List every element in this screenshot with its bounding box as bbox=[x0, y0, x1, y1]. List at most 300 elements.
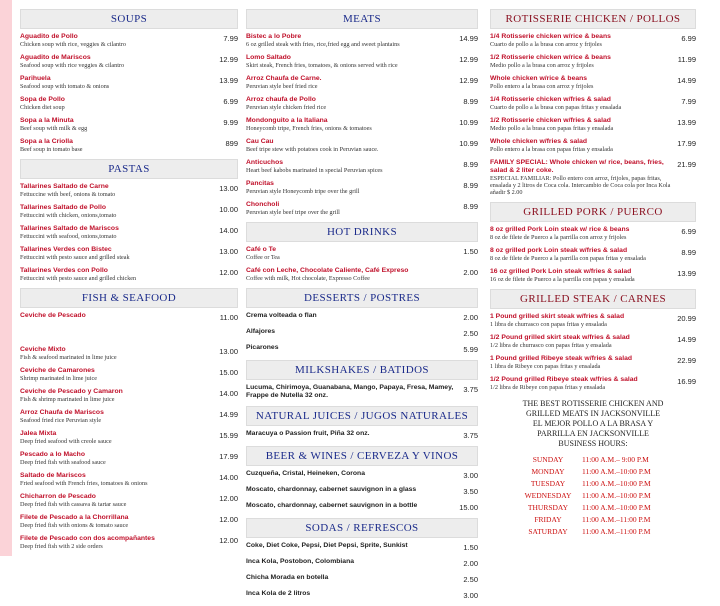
menu-item-price: 8.99 bbox=[463, 97, 478, 106]
menu-item-text bbox=[20, 267, 219, 282]
menu-item bbox=[20, 451, 238, 466]
menu-item-name: Inca Kola de 2 litros bbox=[246, 590, 311, 597]
menu-item-price: 1.50 bbox=[463, 247, 478, 256]
menu-item-name: Tallarines Verdes con Bistec bbox=[20, 246, 112, 253]
section-title: MILKSHAKES / BATIDOS bbox=[246, 360, 478, 380]
hours-time: 11:00 A.M.–10:00 P.M bbox=[582, 503, 651, 512]
section-title: DESSERTS / POSTRES bbox=[246, 288, 478, 308]
menu-item-description: Pollo entero a la brasa con arroz y frijoles bbox=[490, 83, 594, 90]
column-middle bbox=[246, 6, 478, 606]
menu-item-text bbox=[246, 590, 463, 598]
menu-item-text bbox=[20, 312, 220, 320]
menu-section bbox=[246, 9, 478, 216]
menu-item-name: 1/2 Pound grilled Ribeye steak w/fries & salad bbox=[490, 376, 638, 383]
hours-day: SATURDAY bbox=[528, 527, 568, 536]
menu-item-name: Ceviche de Camarones bbox=[20, 367, 95, 374]
menu-item-text bbox=[20, 204, 219, 219]
menu-item-description: Seafood soup with tomato & onions bbox=[20, 83, 110, 90]
menu-item-text bbox=[490, 54, 678, 69]
menu-item bbox=[490, 226, 696, 241]
menu-section bbox=[490, 202, 696, 283]
menu-item-price: 2.50 bbox=[463, 329, 478, 338]
menu-item-text bbox=[490, 247, 681, 262]
spacer bbox=[20, 328, 238, 346]
menu-item-text bbox=[490, 33, 681, 48]
menu-item bbox=[246, 159, 478, 174]
menu-item-text bbox=[246, 246, 463, 261]
menu-item-text bbox=[246, 574, 463, 582]
menu-item-description: 8 oz de filete de Puerco a la parrilla con arroz y frijoles bbox=[490, 234, 627, 241]
menu-item-text bbox=[246, 267, 463, 282]
menu-item bbox=[20, 346, 238, 361]
hours-time: 11:00 A.M.– 9:00 P.M bbox=[582, 455, 649, 464]
menu-item-name: 1/4 Rotisserie chicken w/fries & salad bbox=[490, 96, 611, 103]
hours-time: 11:00 A.M.–10:00 P.M bbox=[582, 467, 651, 476]
menu-item-text bbox=[490, 226, 681, 241]
hours-row bbox=[490, 454, 696, 466]
menu-item-text bbox=[490, 117, 677, 132]
menu-item-description: Skirt steak, French fries, tomatoes, & onions served with rice bbox=[246, 62, 398, 69]
menu-item-name: Tallarines Saltado de Pollo bbox=[20, 204, 106, 211]
menu-item-description: Medio pollo a la brasa con arroz y frijoles bbox=[490, 62, 594, 69]
menu-item-name: Whole chicken w/fries & salad bbox=[490, 138, 588, 145]
menu-item bbox=[246, 328, 478, 338]
menu-section bbox=[20, 159, 238, 282]
menu-item bbox=[490, 376, 696, 391]
menu-item-description: Pollo entero a la brasa con papas fritas y ensalada bbox=[490, 146, 613, 153]
menu-item bbox=[20, 535, 238, 550]
menu-item-price: 12.99 bbox=[459, 76, 478, 85]
menu-item-description: Fried seafood with French fries, tomatoes & onions bbox=[20, 480, 148, 487]
hours-day: TUESDAY bbox=[530, 479, 566, 488]
menu-item bbox=[246, 344, 478, 354]
hours-time: 11:00 A.M.–10:00 P.M bbox=[582, 491, 651, 500]
menu-item-price: 10.00 bbox=[219, 205, 238, 214]
menu-item-description: Seafood soup with rice veggies & cilantro bbox=[20, 62, 125, 69]
menu-item-name: Aguadito de Mariscos bbox=[20, 54, 91, 61]
menu-item bbox=[490, 54, 696, 69]
menu-item-price: 3.00 bbox=[463, 471, 478, 480]
menu-item-text bbox=[20, 138, 225, 153]
menu-item-name: Cuzqueña, Cristal, Heineken, Corona bbox=[246, 470, 365, 477]
menu-section bbox=[246, 222, 478, 282]
menu-item-text bbox=[20, 225, 219, 240]
business-info bbox=[490, 399, 696, 449]
menu-item-price: 1.50 bbox=[463, 543, 478, 552]
section-title: MEATS bbox=[246, 9, 478, 29]
info-line-4: PARRILLA EN JACKSONVILLE bbox=[537, 429, 649, 438]
menu-item-description: Deep fried fish with 2 side orders bbox=[20, 543, 103, 550]
section-title: NATURAL JUICES / JUGOS NATURALES bbox=[246, 406, 478, 426]
menu-item-name: Jalea Mixta bbox=[20, 430, 57, 437]
menu-item-text bbox=[20, 117, 223, 132]
menu-item-price: 16.99 bbox=[677, 377, 696, 386]
menu-item-name: Cau Cau bbox=[246, 138, 274, 145]
hours-row bbox=[490, 502, 696, 514]
column-left bbox=[20, 6, 238, 556]
menu-item-name: 1/4 Rotisserie chicken w/rice & beans bbox=[490, 33, 611, 40]
section-title: FISH & SEAFOOD bbox=[20, 288, 238, 308]
menu-item-description: ESPECIAL FAMILIAR: Pollo entero con arroz, frijoles, papas fritas, ensalada y 2 litros de Coca cola. Intercambio de Coca cola por Inca Kola añadir $ 2.00 bbox=[490, 175, 671, 196]
section-title: PASTAS bbox=[20, 159, 238, 179]
menu-item-description: Beef soup in tomato base bbox=[20, 146, 83, 153]
menu-item-text bbox=[20, 246, 219, 261]
menu-item bbox=[20, 312, 238, 322]
menu-item-text bbox=[246, 180, 463, 195]
menu-item-text bbox=[246, 470, 463, 478]
menu-item-text bbox=[20, 183, 219, 198]
menu-item bbox=[246, 574, 478, 584]
menu-item-text bbox=[246, 344, 463, 352]
menu-item-name: Lomo Saltado bbox=[246, 54, 291, 61]
section-title: HOT DRINKS bbox=[246, 222, 478, 242]
menu-item bbox=[490, 96, 696, 111]
menu-item-description: Peruvian style Honeycomb tripe over the grill bbox=[246, 188, 360, 195]
menu-item-name: Whole chicken w/rice & beans bbox=[490, 75, 588, 82]
menu-item-price: 12.00 bbox=[219, 536, 238, 545]
menu-item-price: 8.99 bbox=[681, 248, 696, 257]
menu-item-text bbox=[20, 388, 219, 403]
menu-item-name: Tallarines Saltado de Carne bbox=[20, 183, 109, 190]
menu-item bbox=[490, 268, 696, 283]
menu-item-name: 1/2 Rotisserie chicken w/fries & salad bbox=[490, 117, 611, 124]
menu-item-text bbox=[246, 96, 463, 111]
menu-item-price: 14.00 bbox=[219, 473, 238, 482]
menu-item bbox=[246, 33, 478, 48]
menu-item bbox=[490, 75, 696, 90]
menu-item-name: Filete de Pescado a la Chorrillana bbox=[20, 514, 129, 521]
menu-item-description: Fish & seafood marinated in lime juice bbox=[20, 354, 117, 361]
menu-item-description: Beef tripe stew with potatoes cook in Peruvian sauce. bbox=[246, 146, 379, 153]
menu-section bbox=[246, 446, 478, 512]
menu-item-description: Peruvian style beef tripe over the grill bbox=[246, 209, 340, 216]
menu-item-name: Arroz chaufa de Pollo bbox=[246, 96, 316, 103]
info-line-5: BUSINESS HOURS: bbox=[558, 439, 628, 448]
menu-item-price: 3.75 bbox=[463, 431, 478, 440]
hours-row bbox=[490, 526, 696, 538]
menu-item-name: Café o Te bbox=[246, 246, 277, 253]
menu-item-name: Chicharron de Pescado bbox=[20, 493, 96, 500]
menu-item bbox=[20, 472, 238, 487]
menu-item-price: 13.99 bbox=[219, 76, 238, 85]
hours-day: SUNDAY bbox=[532, 455, 564, 464]
left-pink-edge bbox=[0, 0, 12, 556]
menu-item-text bbox=[20, 75, 219, 90]
menu-item-name: Aguadito de Pollo bbox=[20, 33, 78, 40]
menu-item-name: 1/2 Rotisserie chicken w/rice & beans bbox=[490, 54, 611, 61]
menu-item-description: Fish & shrimp marinated in lime juice bbox=[20, 396, 115, 403]
hours-time: 11:00 A.M.–11:00 P.M bbox=[582, 527, 651, 536]
menu-item-price: 13.00 bbox=[219, 184, 238, 193]
menu-item-price: 8.99 bbox=[463, 202, 478, 211]
section-title: ROTISSERIE CHICKEN / POLLOS bbox=[490, 9, 696, 29]
menu-item-price: 7.99 bbox=[223, 34, 238, 43]
menu-item-description: Heart beef kabobs marinated in special Peruvian spices bbox=[246, 167, 383, 174]
menu-item-description: 1/2 libra de churrasco con papas fritas y ensalada bbox=[490, 342, 612, 349]
menu-item-price: 5.99 bbox=[463, 345, 478, 354]
menu-item-description: Beef soup with milk & egg bbox=[20, 125, 88, 132]
menu-item-price: 21.99 bbox=[677, 160, 696, 169]
menu-item-price: 14.00 bbox=[219, 226, 238, 235]
menu-item-description: Seafood fried rice Peruvian style bbox=[20, 417, 102, 424]
menu-item-name: Alfajores bbox=[246, 328, 276, 335]
menu-item-price: 2.00 bbox=[463, 559, 478, 568]
menu-item-name: Ceviche de Pescado bbox=[20, 312, 86, 319]
menu-item-text bbox=[20, 514, 219, 529]
menu-item-description: Fettuccini with pesto sauce and grilled steak bbox=[20, 254, 130, 261]
menu-item bbox=[490, 33, 696, 48]
menu-item-price: 7.99 bbox=[681, 97, 696, 106]
menu-item-text bbox=[490, 355, 677, 370]
menu-item-description: Peruvian style chicken fried rice bbox=[246, 104, 327, 111]
menu-item-price: 6.99 bbox=[681, 227, 696, 236]
menu-item-description: Cuarto de pollo a la brasa con papas fritas y ensalada bbox=[490, 104, 622, 111]
menu-item-name: Pescado a lo Macho bbox=[20, 451, 85, 458]
menu-item-price: 11.00 bbox=[219, 313, 238, 322]
menu-item bbox=[246, 96, 478, 111]
menu-item-text bbox=[20, 96, 223, 111]
menu-item-description: Deep fried seafood with creole sauce bbox=[20, 438, 112, 445]
hours-day: WEDNESDAY bbox=[524, 491, 572, 500]
hours-day: THURSDAY bbox=[527, 503, 569, 512]
menu-item-name: 8 oz grilled Pork Loin steak w/ rice & beans bbox=[490, 226, 630, 233]
info-line-2: GRILLED MEATS IN JACKSONVILLE bbox=[526, 409, 660, 418]
menu-item bbox=[246, 246, 478, 261]
menu-item-text bbox=[20, 472, 219, 487]
menu-item bbox=[246, 201, 478, 216]
menu-item-text bbox=[246, 542, 463, 550]
menu-item-description: Honeycomb tripe, French fries, onions & tomatoes bbox=[246, 125, 372, 132]
menu-item-name: Sopa de Pollo bbox=[20, 96, 65, 103]
menu-item bbox=[490, 334, 696, 349]
menu-item-name: Inca Kola, Postobon, Colombiana bbox=[246, 558, 355, 565]
menu-item-name: Tallarines Saltado de Mariscos bbox=[20, 225, 119, 232]
menu-item bbox=[490, 138, 696, 153]
menu-item-name: Moscato, chardonnay, cabernet sauvignon in a glass bbox=[246, 486, 417, 493]
menu-item bbox=[20, 138, 238, 153]
menu-item-price: 11.99 bbox=[677, 55, 696, 64]
menu-item-price: 13.00 bbox=[219, 347, 238, 356]
menu-item bbox=[490, 247, 696, 262]
menu-item-price: 12.00 bbox=[219, 268, 238, 277]
menu-item-name: Maracuya o Passion fruit, Piña 32 onz. bbox=[246, 430, 370, 437]
menu-item-price: 14.99 bbox=[677, 76, 696, 85]
menu-item-name: 16 oz grilled Pork Loin steak w/fries & salad bbox=[490, 268, 632, 275]
menu-item-text bbox=[490, 268, 677, 283]
menu-item-text bbox=[246, 201, 463, 216]
menu-item-price: 12.00 bbox=[219, 515, 238, 524]
column-right bbox=[490, 6, 696, 538]
menu-item bbox=[20, 225, 238, 240]
menu-item-price: 13.99 bbox=[677, 269, 696, 278]
menu-item-description: 1 libra de churrasco con papas fritas y ensalada bbox=[490, 321, 607, 328]
section-title: GRILLED STEAK / CARNES bbox=[490, 289, 696, 309]
menu-item-text bbox=[246, 75, 459, 90]
menu-item-text bbox=[490, 96, 681, 111]
menu-item-text bbox=[20, 409, 219, 424]
menu-item bbox=[20, 430, 238, 445]
menu-item-name: Parihuela bbox=[20, 75, 51, 82]
menu-item bbox=[246, 180, 478, 195]
menu-section bbox=[490, 289, 696, 391]
menu-item-description: Deep fried fish with onions & tomato sauce bbox=[20, 522, 129, 529]
menu-item-price: 3.75 bbox=[463, 385, 478, 394]
menu-item-text bbox=[490, 138, 677, 153]
hours-day: FRIDAY bbox=[534, 515, 562, 524]
menu-item bbox=[20, 246, 238, 261]
menu-item bbox=[20, 183, 238, 198]
menu-item bbox=[20, 54, 238, 69]
menu-item-text bbox=[246, 486, 463, 494]
hours-row bbox=[490, 514, 696, 526]
menu-item-name: Choncholi bbox=[246, 201, 280, 208]
menu-item-text bbox=[20, 451, 219, 466]
menu-item bbox=[490, 313, 696, 328]
menu-item bbox=[246, 486, 478, 496]
menu-item-name: FAMILY SPECIAL: Whole chicken w/ rice, beans, fries, salad & 2 liter coke. bbox=[490, 159, 664, 174]
info-line-3: EL MEJOR POLLO A LA BRASA Y bbox=[532, 419, 654, 428]
info-line-1: THE BEST ROTISSERIE CHICKEN AND bbox=[522, 399, 664, 408]
menu-item-text bbox=[246, 117, 459, 132]
business-hours bbox=[490, 454, 696, 538]
menu-item-description: Coffee or Tea bbox=[246, 254, 280, 261]
menu-item bbox=[490, 355, 696, 370]
menu-item-name: Filete de Pescado con dos acompañantes bbox=[20, 535, 155, 542]
menu-item bbox=[246, 558, 478, 568]
menu-item-price: 3.50 bbox=[463, 487, 478, 496]
column-right-sections bbox=[490, 9, 696, 391]
menu-item-price: 3.00 bbox=[463, 591, 478, 600]
menu-item-price: 15.00 bbox=[219, 368, 238, 377]
menu-item-price: 13.99 bbox=[677, 118, 696, 127]
menu-item-name: Crema volteada o flan bbox=[246, 312, 317, 319]
menu-item-price: 8.99 bbox=[463, 181, 478, 190]
menu-item-name: Coke, Diet Coke, Pepsi, Diet Pepsi, Sprite, Sunkist bbox=[246, 542, 408, 549]
menu-item bbox=[246, 430, 478, 440]
menu-item-name: Mondonguito a la Italiana bbox=[246, 117, 328, 124]
menu-item-name: 1 Pound grilled skirt steak w/fries & salad bbox=[490, 313, 625, 320]
menu-item-price: 12.00 bbox=[219, 494, 238, 503]
hours-row bbox=[490, 466, 696, 478]
menu-item-text bbox=[246, 138, 459, 153]
menu-item-text bbox=[20, 54, 219, 69]
menu-item-price: 17.99 bbox=[219, 452, 238, 461]
menu-item-price: 10.99 bbox=[459, 118, 478, 127]
menu-item-description: Chicken diet soup bbox=[20, 104, 65, 111]
menu-item-name: Chicha Morada en botella bbox=[246, 574, 329, 581]
menu-item bbox=[20, 514, 238, 529]
menu-item-price: 6.99 bbox=[223, 97, 238, 106]
menu-item-name: Picarones bbox=[246, 344, 279, 351]
hours-time: 11:00 A.M.–11:00 P.M bbox=[582, 515, 651, 524]
hours-row bbox=[490, 478, 696, 490]
menu-item-name: Sopa a la Minuta bbox=[20, 117, 74, 124]
menu-item bbox=[490, 159, 696, 196]
menu-item-description: Chicken soup with rice, veggies & cilantro bbox=[20, 41, 127, 48]
menu-item-price: 17.99 bbox=[677, 139, 696, 148]
menu-item bbox=[20, 33, 238, 48]
menu-item-price: 13.00 bbox=[219, 247, 238, 256]
menu-item-name: Café con Leche, Chocolate Caliente, Café Expreso bbox=[246, 267, 409, 274]
menu-item bbox=[246, 590, 478, 600]
menu-item-text bbox=[20, 493, 219, 508]
menu-item-text bbox=[246, 502, 459, 510]
menu-item-description: Fettuccini with seafood, onions,tomato bbox=[20, 233, 117, 240]
menu-item-text bbox=[20, 33, 223, 48]
menu-item bbox=[246, 267, 478, 282]
menu-item-name: Lucuma, Chirimoya, Guanabana, Mango, Papaya, Fresa, Mamey, Frappe de Nutella 32 onz. bbox=[246, 384, 454, 399]
menu-item-price: 2.00 bbox=[463, 268, 478, 277]
menu-item bbox=[20, 409, 238, 424]
menu-section bbox=[246, 288, 478, 354]
menu-item-description: 6 oz grilled steak with fries, rice,fried egg and sweet plantains bbox=[246, 41, 400, 48]
menu-item bbox=[20, 204, 238, 219]
menu-item bbox=[246, 75, 478, 90]
menu-item bbox=[246, 312, 478, 322]
menu-item-name: Bistec a lo Pobre bbox=[246, 33, 302, 40]
menu-item-text bbox=[490, 75, 677, 90]
menu-item-price: 2.00 bbox=[463, 313, 478, 322]
menu-item-description: Fettuccine with beef, onions & tomato bbox=[20, 191, 116, 198]
menu-item bbox=[20, 117, 238, 132]
menu-item-description: Peruvian style beef fried rice bbox=[246, 83, 318, 90]
menu-item-price: 14.99 bbox=[219, 410, 238, 419]
menu-item-text bbox=[246, 328, 463, 336]
menu-section bbox=[20, 288, 238, 550]
menu-item-price: 15.00 bbox=[459, 503, 478, 512]
menu-item-name: Ceviche Mixto bbox=[20, 346, 66, 353]
section-title: GRILLED PORK / PUERCO bbox=[490, 202, 696, 222]
menu-item-price: 12.99 bbox=[219, 55, 238, 64]
menu-item-text bbox=[246, 430, 463, 438]
menu-item-price: 22.99 bbox=[677, 356, 696, 365]
menu-item-text bbox=[20, 367, 219, 382]
menu-item bbox=[246, 542, 478, 552]
menu-item bbox=[20, 367, 238, 382]
menu-item-description: Fettuccini with chicken, onions,tomato bbox=[20, 212, 117, 219]
menu-item-text bbox=[20, 535, 219, 550]
menu-item-description: 1 libra de Ribeye con papas fritas y ensalada bbox=[490, 363, 601, 370]
hours-row bbox=[490, 490, 696, 502]
menu-item-description: Cuarto de pollo a la brasa con arroz y frijoles bbox=[490, 41, 602, 48]
menu-item-price: 8.99 bbox=[463, 160, 478, 169]
menu-item-name: Tallarines Verdes con Pollo bbox=[20, 267, 108, 274]
menu-item-price: 14.00 bbox=[219, 389, 238, 398]
menu-item-text bbox=[246, 558, 463, 566]
menu-item-description: Deep fried fish with seafood sauce bbox=[20, 459, 106, 466]
menu-section bbox=[246, 518, 478, 600]
menu-item-text bbox=[246, 33, 459, 48]
menu-item bbox=[246, 470, 478, 480]
hours-time: 11:00 A.M.–10:00 P.M bbox=[582, 479, 651, 488]
menu-item bbox=[20, 96, 238, 111]
section-title: SODAS / REFRESCOS bbox=[246, 518, 478, 538]
menu-section bbox=[246, 360, 478, 400]
menu-item bbox=[490, 117, 696, 132]
menu-item-description: Medio pollo a la brasa con papas fritas y ensalada bbox=[490, 125, 614, 132]
menu-item-name: Pancitas bbox=[246, 180, 274, 187]
menu-item-name: Arroz Chaufa de Carne. bbox=[246, 75, 322, 82]
section-title: SOUPS bbox=[20, 9, 238, 29]
menu-section bbox=[20, 9, 238, 153]
menu-item-description: Deep fried fish with cassava & tartar sauce bbox=[20, 501, 127, 508]
menu-item bbox=[246, 502, 478, 512]
menu-section bbox=[246, 406, 478, 440]
menu-item-text bbox=[490, 159, 677, 196]
section-title: BEER & WINES / CERVEZA Y VINOS bbox=[246, 446, 478, 466]
menu-item-price: 14.99 bbox=[459, 34, 478, 43]
menu-item-description: Fettuccini with pesto sauce and grilled chicken bbox=[20, 275, 137, 282]
